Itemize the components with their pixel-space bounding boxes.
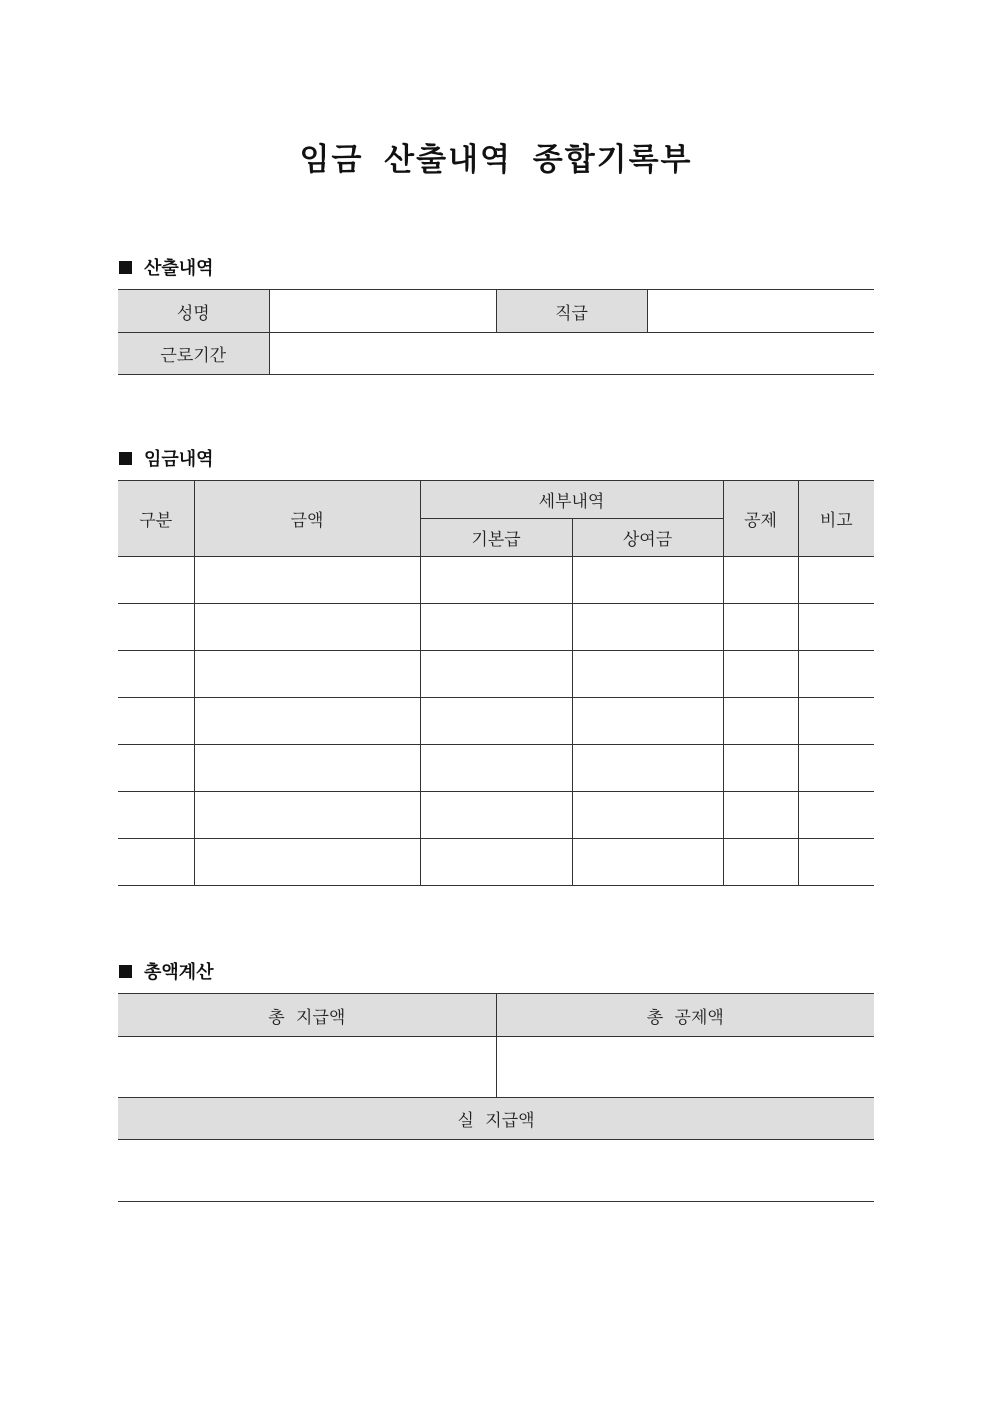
table-row bbox=[118, 839, 874, 886]
table-row bbox=[118, 651, 874, 698]
net-pay-field[interactable] bbox=[118, 1140, 874, 1202]
base-pay-cell[interactable] bbox=[420, 557, 572, 604]
square-bullet-icon bbox=[119, 261, 132, 274]
section-heading-wages bbox=[119, 445, 214, 471]
totals-table bbox=[118, 993, 874, 1202]
deduction-cell[interactable] bbox=[723, 651, 798, 698]
remarks-cell[interactable] bbox=[798, 604, 874, 651]
document-title: 임금 산출내역 종합기록부 bbox=[299, 142, 693, 178]
amount-cell[interactable] bbox=[194, 651, 420, 698]
table-row bbox=[118, 557, 874, 604]
position-label: 직급 bbox=[496, 290, 647, 333]
remarks-cell[interactable] bbox=[798, 792, 874, 839]
position-field[interactable] bbox=[647, 290, 874, 333]
deduction-cell[interactable] bbox=[723, 604, 798, 651]
table-row bbox=[118, 698, 874, 745]
category-cell[interactable] bbox=[118, 839, 194, 886]
bonus-cell[interactable] bbox=[572, 651, 723, 698]
amount-cell[interactable] bbox=[194, 557, 420, 604]
category-cell[interactable] bbox=[118, 557, 194, 604]
header-details: 세부내역 bbox=[420, 481, 723, 519]
bonus-cell[interactable] bbox=[572, 792, 723, 839]
header-amount: 금액 bbox=[194, 481, 420, 557]
name-field[interactable] bbox=[269, 290, 496, 333]
category-cell[interactable] bbox=[118, 698, 194, 745]
amount-cell[interactable] bbox=[194, 792, 420, 839]
bonus-cell[interactable] bbox=[572, 745, 723, 792]
header-bonus: 상여금 bbox=[572, 519, 723, 557]
remarks-cell[interactable] bbox=[798, 839, 874, 886]
remarks-cell[interactable] bbox=[798, 745, 874, 792]
table-row bbox=[118, 792, 874, 839]
remarks-cell[interactable] bbox=[798, 698, 874, 745]
remarks-cell[interactable] bbox=[798, 651, 874, 698]
total-deduction-field[interactable] bbox=[496, 1037, 874, 1098]
table-row bbox=[118, 745, 874, 792]
header-base-pay: 기본급 bbox=[420, 519, 572, 557]
category-cell[interactable] bbox=[118, 745, 194, 792]
section-heading-label: 임금내역 bbox=[144, 449, 214, 470]
amount-cell[interactable] bbox=[194, 839, 420, 886]
section-heading-label: 산출내역 bbox=[144, 258, 214, 279]
base-pay-cell[interactable] bbox=[420, 698, 572, 745]
deduction-cell[interactable] bbox=[723, 792, 798, 839]
category-cell[interactable] bbox=[118, 651, 194, 698]
header-category: 구분 bbox=[118, 481, 194, 557]
remarks-cell[interactable] bbox=[798, 557, 874, 604]
bonus-cell[interactable] bbox=[572, 557, 723, 604]
amount-cell[interactable] bbox=[194, 604, 420, 651]
amount-cell[interactable] bbox=[194, 745, 420, 792]
category-cell[interactable] bbox=[118, 604, 194, 651]
header-deduction: 공제 bbox=[723, 481, 798, 557]
deduction-cell[interactable] bbox=[723, 698, 798, 745]
work-period-field[interactable] bbox=[269, 333, 874, 375]
header-remarks: 비고 bbox=[798, 481, 874, 557]
deduction-cell[interactable] bbox=[723, 745, 798, 792]
total-deduction-label: 총 공제액 bbox=[496, 994, 874, 1037]
section-heading-label: 총액계산 bbox=[144, 962, 214, 983]
total-pay-label: 총 지급액 bbox=[118, 994, 496, 1037]
base-pay-cell[interactable] bbox=[420, 651, 572, 698]
deduction-cell[interactable] bbox=[723, 839, 798, 886]
category-cell[interactable] bbox=[118, 792, 194, 839]
table-row bbox=[118, 604, 874, 651]
work-period-label: 근로기간 bbox=[118, 333, 269, 375]
square-bullet-icon bbox=[119, 965, 132, 978]
deduction-cell[interactable] bbox=[723, 557, 798, 604]
base-pay-cell[interactable] bbox=[420, 792, 572, 839]
base-pay-cell[interactable] bbox=[420, 604, 572, 651]
section-heading-totals bbox=[119, 958, 214, 984]
base-pay-cell[interactable] bbox=[420, 745, 572, 792]
square-bullet-icon bbox=[119, 452, 132, 465]
amount-cell[interactable] bbox=[194, 698, 420, 745]
net-pay-label: 실 지급액 bbox=[118, 1098, 874, 1140]
name-label: 성명 bbox=[118, 290, 269, 333]
base-pay-cell[interactable] bbox=[420, 839, 572, 886]
wage-table bbox=[118, 480, 874, 886]
bonus-cell[interactable] bbox=[572, 604, 723, 651]
bonus-cell[interactable] bbox=[572, 698, 723, 745]
section-heading-calculation bbox=[119, 254, 214, 280]
total-pay-field[interactable] bbox=[118, 1037, 496, 1098]
bonus-cell[interactable] bbox=[572, 839, 723, 886]
calculation-table bbox=[118, 289, 874, 375]
